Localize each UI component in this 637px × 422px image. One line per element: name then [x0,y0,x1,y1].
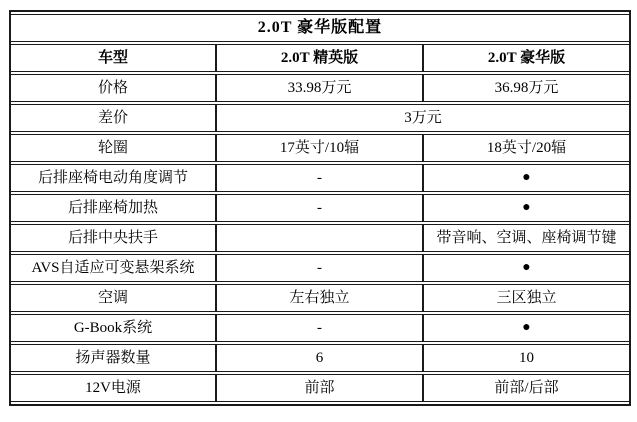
elite-value: 前部 [215,374,422,402]
table-row-rear-seat-heating [11,194,629,222]
table-row-gbook-system [11,314,629,342]
feature-label: 轮圈 [11,134,215,162]
elite-value: 左右独立 [215,284,422,312]
elite-value [215,224,422,252]
table-title: 2.0T 豪华版配置 [11,14,629,42]
feature-label: 扬声器数量 [11,344,215,372]
table-row-price [11,74,629,102]
elite-value: - [215,254,422,282]
column-header-luxury: 2.0T 豪华版 [422,44,629,72]
column-header-elite: 2.0T 精英版 [215,44,422,72]
luxury-value: ● [422,164,629,192]
luxury-value: ● [422,194,629,222]
feature-label: G-Book系统 [11,314,215,342]
elite-value: - [215,164,422,192]
header-row [11,44,629,72]
elite-value: - [215,314,422,342]
table-row-air-conditioning [11,284,629,312]
feature-label: 空调 [11,284,215,312]
feature-label: 后排座椅电动角度调节 [11,164,215,192]
luxury-value: 36.98万元 [422,74,629,102]
luxury-value: 三区独立 [422,284,629,312]
title-row [11,14,629,42]
feature-label: 后排中央扶手 [11,224,215,252]
config-table [9,10,631,406]
table-row-rear-center-armrest [11,224,629,252]
table-row-speaker-count [11,344,629,372]
table-row-wheels [11,134,629,162]
elite-value: 33.98万元 [215,74,422,102]
elite-value: - [215,194,422,222]
table-row-rear-seat-power-recline [11,164,629,192]
luxury-value: 带音响、空调、座椅调节键 [422,224,629,252]
luxury-value: ● [422,254,629,282]
luxury-value: ● [422,314,629,342]
feature-label: 12V电源 [11,374,215,402]
feature-label: 价格 [11,74,215,102]
luxury-value: 10 [422,344,629,372]
elite-value: 17英寸/10辐 [215,134,422,162]
luxury-value: 前部/后部 [422,374,629,402]
elite-value: 6 [215,344,422,372]
column-header-model: 车型 [11,44,215,72]
feature-label: 后排座椅加热 [11,194,215,222]
table-row-12v-power [11,374,629,402]
table-row-price-gap [11,104,629,132]
luxury-value: 18英寸/20辐 [422,134,629,162]
feature-label: AVS自适应可变悬架系统 [11,254,215,282]
merged-value: 3万元 [215,104,629,132]
table-row-avs-suspension [11,254,629,282]
feature-label: 差价 [11,104,215,132]
